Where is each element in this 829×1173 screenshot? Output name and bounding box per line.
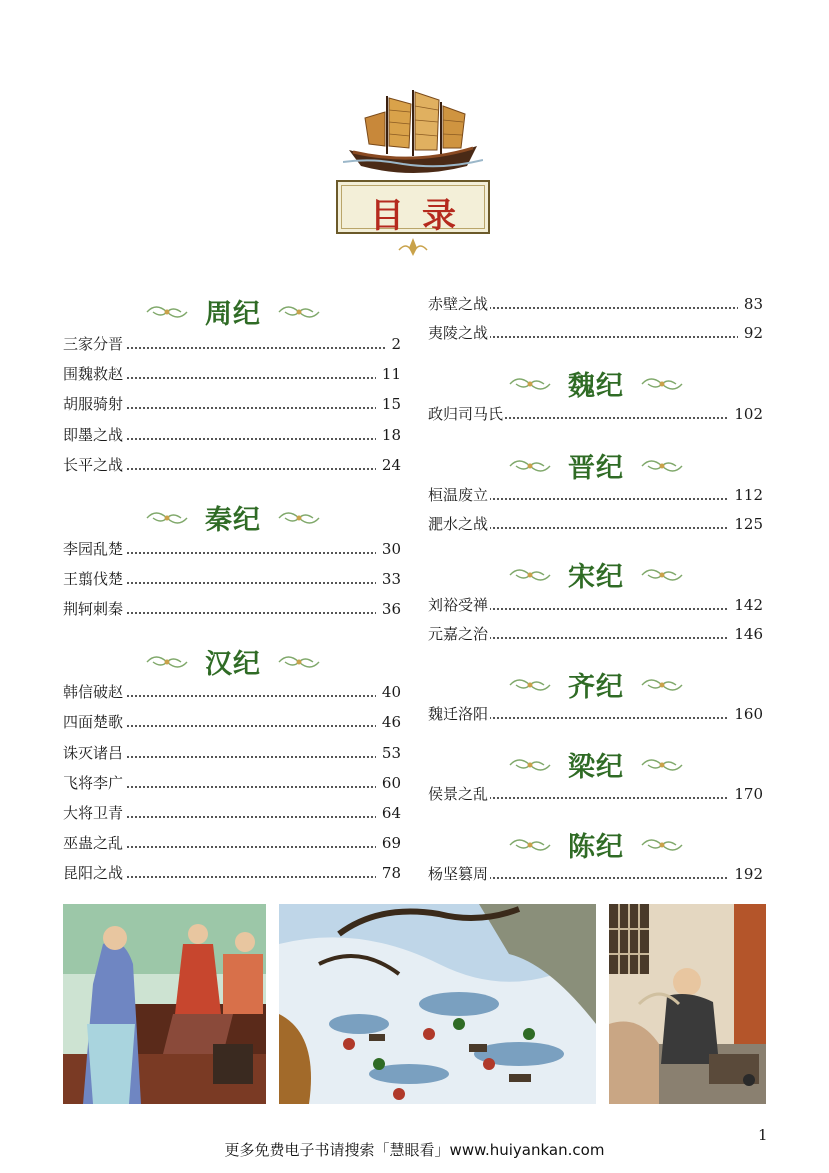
section-qi bbox=[426, 663, 766, 707]
section-title: 宋纪 bbox=[568, 562, 624, 593]
entry-title: 飞将李广 bbox=[63, 771, 125, 795]
toc-entry[interactable] bbox=[63, 741, 401, 765]
section-jin bbox=[426, 444, 766, 488]
entry-page: 11 bbox=[376, 362, 401, 386]
toc-entry[interactable] bbox=[63, 861, 401, 885]
entry-page: 15 bbox=[376, 392, 401, 416]
entry-page: 112 bbox=[728, 483, 763, 507]
entry-page: 24 bbox=[376, 453, 401, 477]
section-title: 魏纪 bbox=[568, 371, 624, 402]
entry-title: 侯景之乱 bbox=[428, 782, 490, 806]
entry-page: 2 bbox=[385, 332, 401, 356]
entry-title: 桓温废立 bbox=[428, 483, 490, 507]
entry-title: 大将卫青 bbox=[63, 801, 125, 825]
right-flourish-icon bbox=[640, 755, 684, 775]
toc-entry[interactable] bbox=[63, 423, 401, 447]
entry-title: 王翦伐楚 bbox=[63, 567, 125, 591]
sailing-ship-icon bbox=[343, 88, 483, 180]
section-title: 周纪 bbox=[205, 299, 261, 330]
footer-watermark: 更多免费电子书请搜索「慧眼看」www.huiyankan.com bbox=[224, 1141, 605, 1159]
entry-title: 淝水之战 bbox=[428, 512, 490, 536]
entry-page: 46 bbox=[376, 710, 401, 734]
section-title: 梁纪 bbox=[568, 752, 624, 783]
toc-entry[interactable] bbox=[428, 702, 763, 726]
right-flourish-icon bbox=[640, 565, 684, 585]
entry-page: 36 bbox=[376, 597, 401, 621]
section-title: 汉纪 bbox=[205, 649, 261, 680]
right-flourish-icon bbox=[277, 652, 321, 672]
section-qin bbox=[63, 496, 403, 540]
entry-title: 四面楚歌 bbox=[63, 710, 125, 734]
right-flourish-icon bbox=[640, 675, 684, 695]
toc-entry[interactable] bbox=[428, 782, 763, 806]
court-scene-illustration bbox=[63, 904, 266, 1104]
entry-page: 192 bbox=[728, 862, 763, 886]
entry-title: 荆轲刺秦 bbox=[63, 597, 125, 621]
right-flourish-icon bbox=[640, 374, 684, 394]
toc-entry[interactable] bbox=[428, 292, 763, 316]
toc-entry[interactable] bbox=[428, 483, 763, 507]
entry-page: 160 bbox=[728, 702, 763, 726]
toc-entry[interactable] bbox=[428, 402, 763, 426]
entry-page: 64 bbox=[376, 801, 401, 825]
toc-entry[interactable] bbox=[63, 801, 401, 825]
entry-title: 夷陵之战 bbox=[428, 321, 490, 345]
section-zhou bbox=[63, 290, 403, 334]
entry-title: 魏迁洛阳 bbox=[428, 702, 490, 726]
title-ornament-icon bbox=[397, 236, 429, 258]
entry-page: 146 bbox=[728, 622, 763, 646]
entry-title: 赤壁之战 bbox=[428, 292, 490, 316]
toc-entry[interactable] bbox=[428, 593, 763, 617]
entry-page: 18 bbox=[376, 423, 401, 447]
section-title: 晋纪 bbox=[568, 453, 624, 484]
toc-entry[interactable] bbox=[63, 597, 401, 621]
right-flourish-icon bbox=[277, 302, 321, 322]
entry-title: 胡服骑射 bbox=[63, 392, 125, 416]
section-title: 秦纪 bbox=[205, 505, 261, 536]
toc-entry[interactable] bbox=[63, 453, 401, 477]
right-flourish-icon bbox=[640, 835, 684, 855]
entry-title: 诛灭诸吕 bbox=[63, 741, 125, 765]
toc-entry[interactable] bbox=[63, 332, 401, 356]
toc-entry[interactable] bbox=[63, 831, 401, 855]
entry-title: 三家分晋 bbox=[63, 332, 125, 356]
toc-entry[interactable] bbox=[428, 512, 763, 536]
toc-entry[interactable] bbox=[428, 862, 763, 886]
right-flourish-icon bbox=[640, 456, 684, 476]
toc-entry[interactable] bbox=[63, 537, 401, 561]
battle-scene-illustration bbox=[279, 904, 596, 1104]
entry-page: 170 bbox=[728, 782, 763, 806]
toc-entry[interactable] bbox=[63, 771, 401, 795]
entry-page: 40 bbox=[376, 680, 401, 704]
toc-entry[interactable] bbox=[428, 321, 763, 345]
entry-page: 78 bbox=[376, 861, 401, 885]
entry-title: 刘裕受禅 bbox=[428, 593, 490, 617]
toc-entry[interactable] bbox=[63, 362, 401, 386]
section-wei bbox=[426, 362, 766, 406]
entry-title: 长平之战 bbox=[63, 453, 125, 477]
entry-page: 83 bbox=[738, 292, 763, 316]
entry-page: 142 bbox=[728, 593, 763, 617]
entry-page: 33 bbox=[376, 567, 401, 591]
entry-title: 杨坚篡周 bbox=[428, 862, 490, 886]
entry-title: 韩信破赵 bbox=[63, 680, 125, 704]
entry-title: 元嘉之治 bbox=[428, 622, 490, 646]
section-liang bbox=[426, 743, 766, 787]
section-title: 齐纪 bbox=[568, 672, 624, 703]
entry-page: 60 bbox=[376, 771, 401, 795]
entry-page: 30 bbox=[376, 537, 401, 561]
page-title: 目录 bbox=[370, 196, 474, 236]
toc-entry[interactable] bbox=[63, 392, 401, 416]
toc-entry[interactable] bbox=[63, 710, 401, 734]
entry-title: 即墨之战 bbox=[63, 423, 125, 447]
toc-entry[interactable] bbox=[63, 680, 401, 704]
section-song bbox=[426, 553, 766, 597]
entry-page: 92 bbox=[738, 321, 763, 345]
entry-title: 李园乱楚 bbox=[63, 537, 125, 561]
contents-title-box bbox=[336, 180, 490, 234]
entry-title: 政归司马氏 bbox=[428, 402, 505, 426]
section-han bbox=[63, 640, 403, 684]
entry-title: 围魏救赵 bbox=[63, 362, 125, 386]
entry-page: 69 bbox=[376, 831, 401, 855]
entry-title: 昆阳之战 bbox=[63, 861, 125, 885]
entry-title: 巫蛊之乱 bbox=[63, 831, 125, 855]
entry-page: 53 bbox=[376, 741, 401, 765]
entry-page: 125 bbox=[728, 512, 763, 536]
right-flourish-icon bbox=[277, 508, 321, 528]
section-chen bbox=[426, 823, 766, 867]
smithy-scene-illustration bbox=[609, 904, 766, 1104]
entry-page: 102 bbox=[728, 402, 763, 426]
section-title: 陈纪 bbox=[568, 832, 624, 863]
toc-entry[interactable] bbox=[428, 622, 763, 646]
page-number: 1 bbox=[758, 1126, 768, 1144]
toc-entry[interactable] bbox=[63, 567, 401, 591]
